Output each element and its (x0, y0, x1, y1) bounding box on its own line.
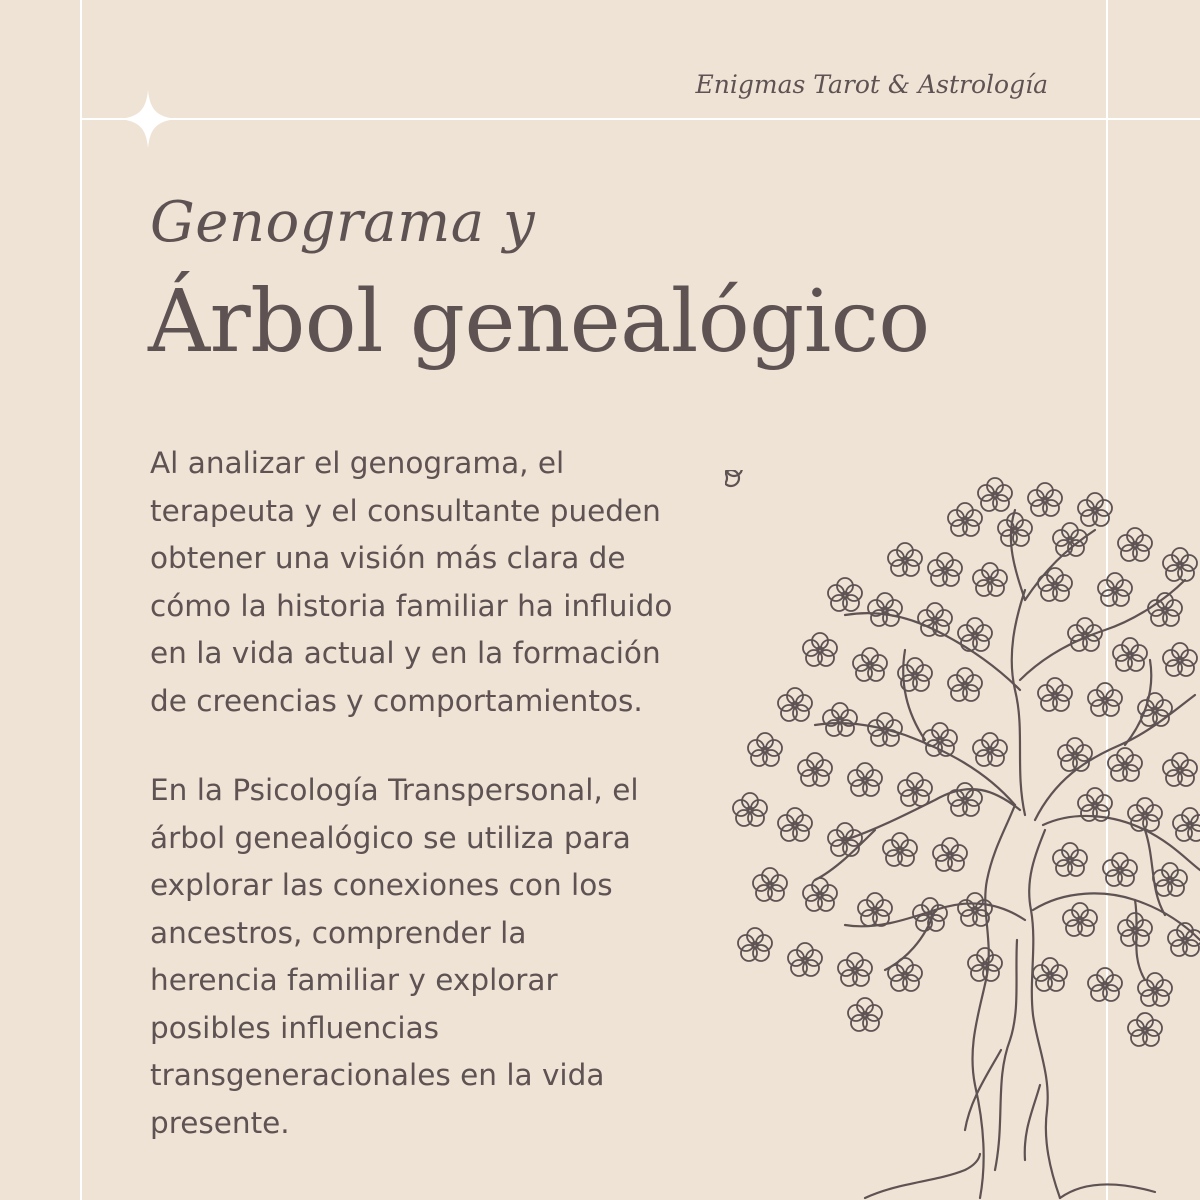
sparkle-icon (119, 90, 177, 148)
body-paragraph-2: En la Psicología Transpersonal, el árbol genealógico se utiliza para explorar las conexiones con los ancestros, comprender la herencia familiar y explorar posibles influencias transgeneracionales en la vida presente. (150, 773, 639, 1140)
body-paragraph-1: Al analizar el genograma, el terapeuta y el consultante pueden obtener una visión más clara de cómo la historia familiar ha influido en la vida actual y en la formación de creencias y comportamientos. (150, 446, 673, 718)
tree-illustration (725, 470, 1200, 1200)
frame-line-top (80, 118, 1200, 120)
page-subtitle: Genograma y (150, 190, 536, 255)
frame-line-left (80, 0, 82, 1200)
brand-name: Enigmas Tarot & Astrología (695, 70, 1048, 99)
page-title: Árbol genealógico (148, 272, 930, 372)
